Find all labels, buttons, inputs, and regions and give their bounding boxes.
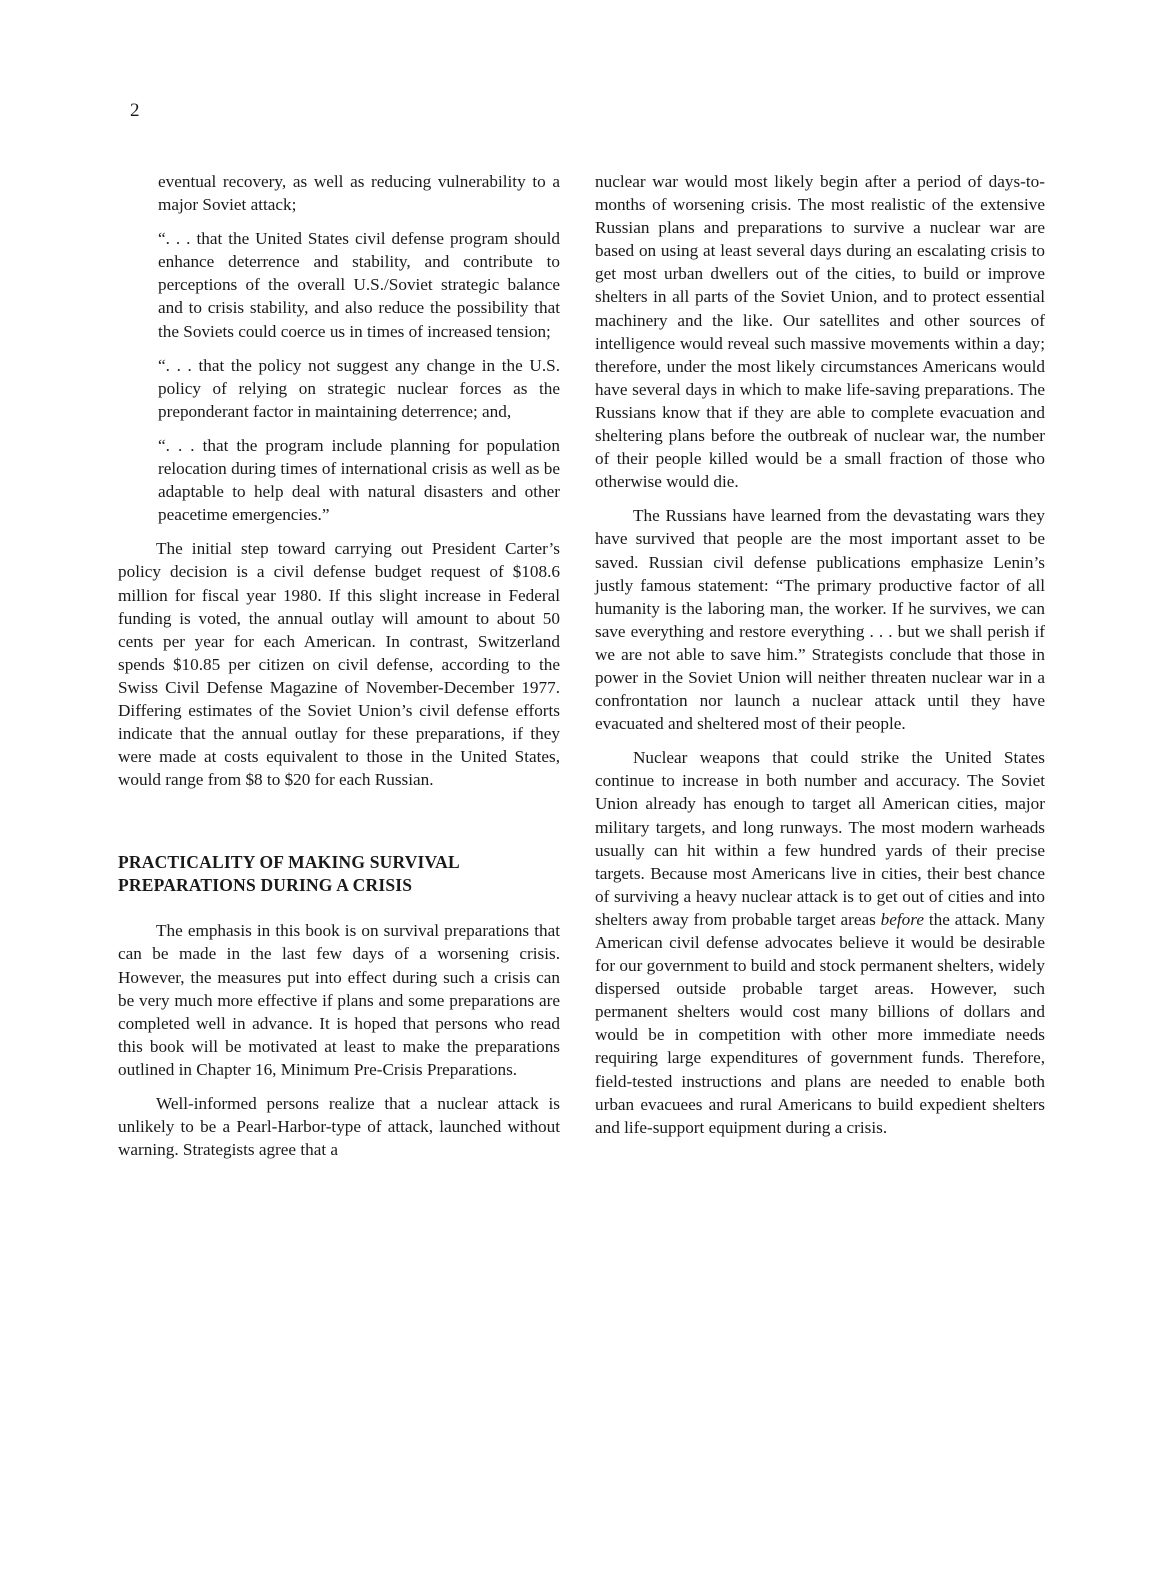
body-paragraph: Well-informed persons realize that a nuclear attack is unlikely to be a Pearl-Harbor-type of attack, launched without warning. Strategists agree that a [118, 1094, 560, 1160]
emphasis-text: before [880, 909, 924, 929]
body-paragraph: The emphasis in this book is on survival preparations that can be made in the last few days of a worsening crisis. However, the measures put into effect during such a crisis can be very much more effective if plans and some preparations are completed well in advance. It is hoped that persons who read this book will be motivated at least to make the preparations outlined in Chapter 16, Minimum Pre-Crisis Preparations. [118, 921, 560, 1079]
quoted-policy-item: “. . . that the United States civil defense program should enhance deterrence and stability, and contribute to perceptions of the overall U.S./Soviet strategic balance and to crisis stability, and also reduce the possibility that the Soviets could coerce us in times of increased tension; [158, 229, 560, 341]
right-column [595, 170, 1045, 1139]
body-paragraph [595, 746, 1045, 1139]
section-heading: PRACTICALITY OF MAKING SURVIVAL PREPARATIONS DURING A CRISIS [118, 852, 459, 895]
text-run: the attack. Many American civil defense advocates believe it would be desirable for our government to build and stock permanent shelters, widely dispersed outside probable target areas. However, such permanent shelters would cost many billions of dollars and would be in competition with other more immediate needs requiring large expenditures of government funds. Therefore, field-tested instructions and plans are needed to enable both urban evacuees and rural Americans to build expedient shelters and life-support equipment during a crisis. [595, 909, 1045, 1137]
paragraph-continued: eventual recovery, as well as reducing vulnerability to a major Soviet attack; [158, 172, 560, 215]
quoted-policy-item: “. . . that the policy not suggest any change in the U.S. policy of relying on strategic nuclear forces as the preponderant factor in maintaining deterrence; and, [158, 355, 560, 421]
body-paragraph: The Russians have learned from the devastating wars they have survived that people are the most important asset to be saved. Russian civil defense publications emphasize Lenin’s justly famous statement: “The primary productive factor of all humanity is the laboring man, the worker. If he survives, we can save everything and restore everything . . . but we shall perish if we are not able to save him.” Strategists conclude that those in power in the Soviet Union will neither threaten nuclear war in a confrontation nor launch a nuclear attack until they have evacuated and sheltered most of their people. [595, 506, 1045, 734]
text-run: Nuclear weapons that could strike the United States continue to increase in both number and accuracy. The Soviet Union already has enough to target all American cities, major military targets, and long runways. The most modern warheads usually can hit within a few hundred yards of their precise targets. Because most Americans live in cities, their best chance of surviving a heavy nuclear attack is to get out of cities and into shelters away from probable target areas [595, 748, 1045, 929]
paragraph-continued: nuclear war would most likely begin after a period of days-to-months of worsening crisis. The most realistic of the extensive Russian plans and preparations to survive a nuclear war are based on using at least several days during an escalating crisis to get most urban dwellers out of the cities, to build or improve shelters in all parts of the Soviet Union, and to protect essential machinery and the like. Our satellites and other sources of intelligence would reveal such massive movements within a day; therefore, under the most likely circumstances Americans would have several days in which to make life-saving preparations. The Russians know that if they are able to complete evacuation and sheltering plans before the outbreak of nuclear war, the number of their people killed would be a small fraction of those who otherwise would die. [595, 172, 1045, 492]
quoted-policy-item: “. . . that the program include planning for population relocation during times of international crisis as well as be adaptable to help deal with natural disasters and other peacetime emergencies.” [158, 435, 560, 525]
body-paragraph: The initial step toward carrying out President Carter’s policy decision is a civil defense budget request of $108.6 million for fiscal year 1980. If this slight increase in Federal funding is voted, the annual outlay will amount to about 50 cents per year for each American. In contrast, Switzerland spends $10.85 per citizen on civil defense, according to the Swiss Civil Defense Magazine of November-December 1977. Differing estimates of the Soviet Union’s civil defense efforts indicate that the annual outlay for these preparations, if they were made at costs equivalent to those in the United States, would range from $8 to $20 for each Russian. [118, 539, 560, 790]
left-column [118, 170, 560, 1161]
page-number: 2 [130, 100, 140, 121]
